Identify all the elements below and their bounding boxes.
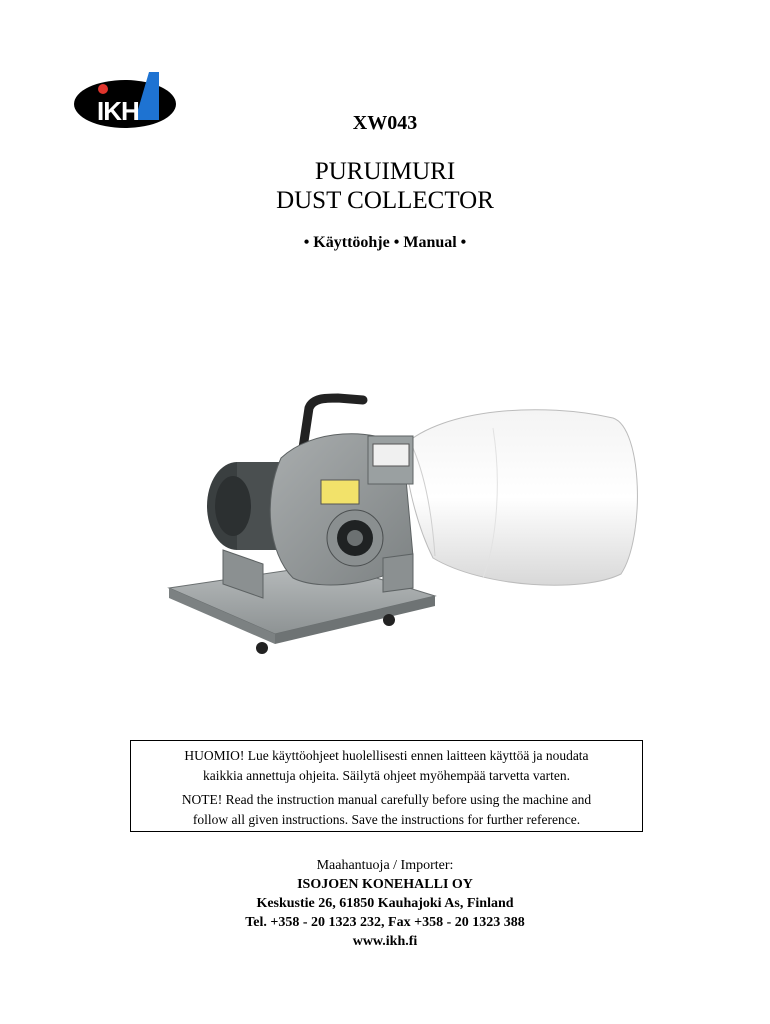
subtitle: • Käyttöohje • Manual •	[303, 234, 467, 251]
importer-phone: Tel. +358 - 20 1323 232, Fax +358 - 20 1323 388	[245, 915, 525, 930]
title-finnish: PURUIMURI	[314, 158, 456, 185]
notice-english	[131, 790, 642, 829]
dust-collector-image	[163, 388, 643, 658]
importer-label: Maahantuoja / Importer:	[316, 858, 454, 873]
page-title	[0, 157, 770, 215]
notice-fi-line2: kaikkia annettuja ohjeita. Säilytä ohjeet myöhempää tarvetta varten.	[203, 767, 570, 783]
importer-company: ISOJOEN KONEHALLI OY	[297, 877, 473, 892]
importer-address: Keskustie 26, 61850 Kauhajoki As, Finland	[256, 896, 514, 911]
svg-text:IKH: IKH	[97, 96, 139, 126]
notice-en-line1: NOTE! Read the instruction manual carefully before using the machine and	[181, 792, 592, 807]
model-number: XW043	[352, 112, 418, 134]
title-english: DUST COLLECTOR	[276, 187, 494, 214]
notice-box	[130, 740, 643, 832]
notice-fi-line1: HUOMIO! Lue käyttöohjeet huolellisesti ennen laitteen käyttöä ja noudata	[184, 748, 589, 763]
importer-website: www.ikh.fi	[352, 934, 418, 949]
notice-finnish	[131, 746, 642, 785]
notice-en-line2: follow all given instructions. Save the instructions for further reference.	[192, 811, 581, 827]
importer-info	[0, 856, 770, 951]
